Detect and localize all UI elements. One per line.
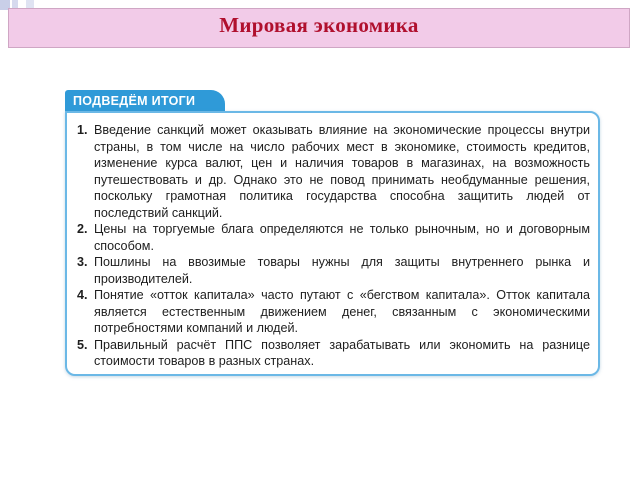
list-item	[77, 254, 590, 287]
slide-title: Мировая экономика	[219, 12, 419, 37]
item-number: 1.	[77, 123, 88, 137]
summary-box	[65, 111, 600, 376]
title-banner	[8, 8, 630, 48]
item-text: Правильный расчёт ППС позволяет зарабатывать или экономить на разнице стоимости товаров в разных странах.	[94, 337, 590, 368]
item-number: 4.	[77, 288, 88, 302]
list-item	[77, 122, 590, 221]
corner-decoration	[26, 0, 34, 8]
summary-list	[77, 122, 590, 370]
item-number: 5.	[77, 337, 88, 352]
item-text: Цены на торгуемые блага определяются не только рыночным, но и договорным способом.	[94, 222, 590, 253]
item-number: 2.	[77, 222, 88, 236]
item-number: 3.	[77, 255, 88, 269]
list-item	[77, 221, 590, 254]
item-text: Введение санкций может оказывать влияние на экономические процессы внутри страны, в том числе на число рабочих мест в экономике, стоимость кредитов, изменение курса валют, цен и наличия товаров в магазинах, на возможность путешествовать и др. Однако это не повод принимать необдуманные решения, поскольку грамотная политика государства способна защитить людей от последствий санкций.	[94, 123, 590, 220]
list-item	[77, 337, 590, 370]
item-text: Понятие «отток капитала» часто путают с «бегством капитала». Отток капитала является естественным движением денег, связанным с экономическими потребностями компаний и людей.	[94, 288, 590, 335]
summary-tab: ПОДВЕДЁМ ИТОГИ	[65, 90, 225, 112]
item-text: Пошлины на ввозимые товары нужны для защиты внутреннего рынка и производителей.	[94, 255, 590, 286]
list-item	[77, 287, 590, 337]
